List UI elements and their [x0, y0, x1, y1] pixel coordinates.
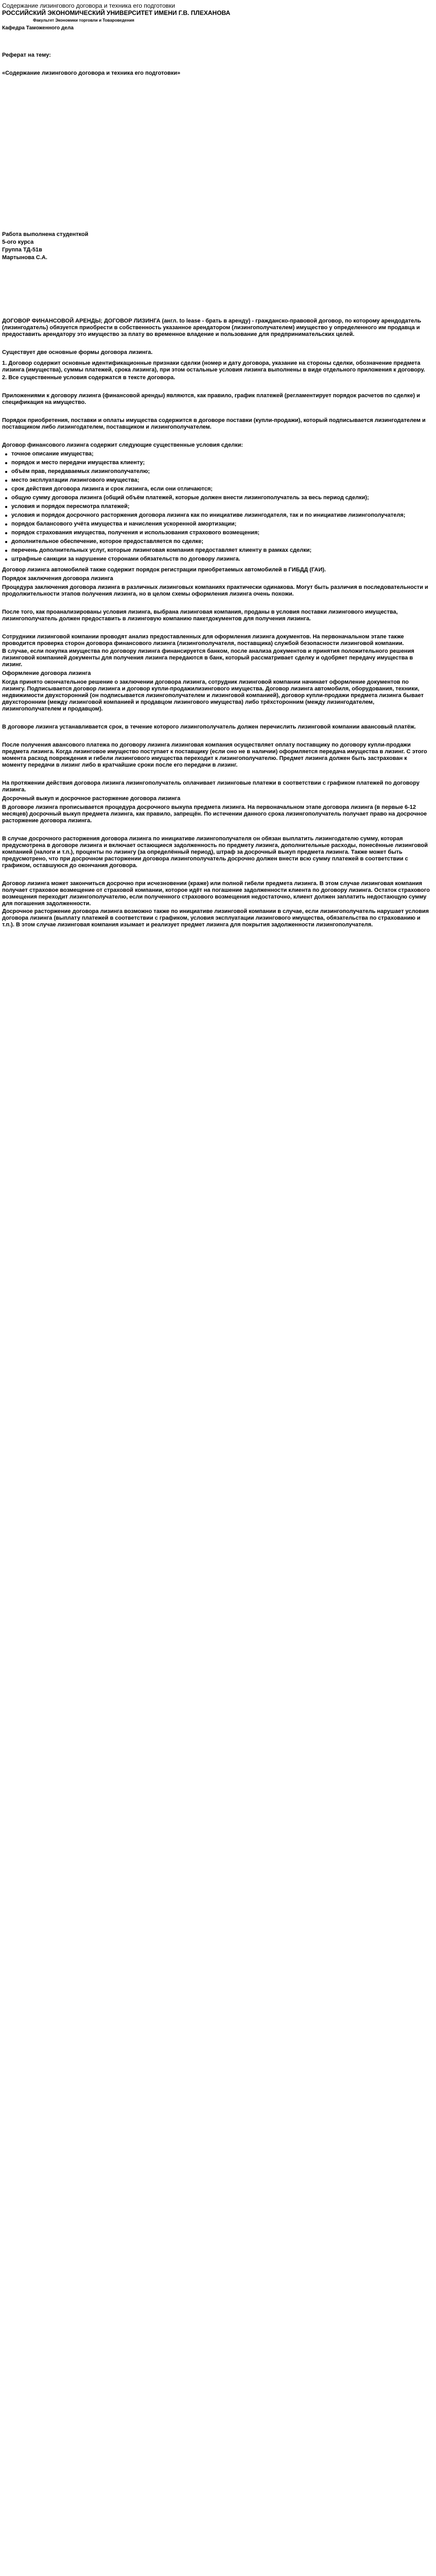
list-item: место эксплуатации лизингового имущества; — [2, 477, 430, 484]
list-item: точное описание имущества; — [2, 451, 430, 457]
list-item: срок действия договора лизинга и срок лизинга, если они отличаются; — [2, 486, 430, 493]
procedure-heading: Порядок заключения договора лизинга — [2, 575, 113, 582]
conditions-intro: Договор финансового лизинга содержит следующие существенные условия сделки: — [2, 442, 243, 448]
procedure-paragraph: Процедура заключения договора лизинга в различных лизинговых компаниях практически одинакова. Могут быть различия в последовательности и продолжительности этапов получения лизинга, но в целом схемы оформления лизинга очень похожи. — [2, 584, 428, 597]
oformlenie-heading: Оформление договора лизинга — [2, 670, 91, 676]
after-choice-paragraph: После того, как проанализированы условия лизинга, выбрана лизинговая компания, проданы в условия поставки лизингового имущества, лизингополучатель должен предоставить в лизинговую компанию пакетдокументов для получения лизинга. — [2, 609, 398, 622]
list-item: условия и порядок досрочного расторжения договора лизинга как по инициативе лизингодателя, так и по инициативе лизингополучателя; — [2, 512, 430, 519]
list-item: порядок и место передачи имущества клиенту; — [2, 460, 430, 466]
two-types-paragraph: Существует две основные формы договора лизинга. — [2, 349, 153, 355]
list-item: объём прав, передаваемых лизингополучателю; — [2, 468, 430, 475]
intro-paragraph: ДОГОВОР ФИНАНСОВОЙ АРЕНДЫ; ДОГОВОР ЛИЗИНГА (англ. to lease - брать в аренду) - гражданско-правовой договор, по которому арендодатель (лизингодатель) обязуется приобрести в собственность указанное арендатором (лизингополучателем) имущество у определенного им продавца и предоставить арендатору это имущество за плату во временное владение и пользование для предпринимательских целей. — [2, 318, 422, 337]
faculty-name: Факультет Экономики торговли и Товароведения — [33, 18, 134, 23]
referat-topic: «Содержание лизингового договора и техника его подготовки» — [2, 70, 181, 76]
early-paragraph: В договоре лизинга прописывается процедура досрочного выкупа предмета лизинга. На первоначальном этапе договора лизинга (в первые 6-12 месяцев) досрочный выкуп предмета лизинга, как правило, запрещён. По истечении данного срока лизингополучатель получает право на досрочное расторжение договора лизинга. — [2, 804, 427, 824]
oformlenie-paragraph: Когда принято окончательное решение о заключении договора лизинга, сотрудник лизинговой компании начинает оформление документов по лизингу. Подписывается договор лизинга и договор купли-продажилизингового имущества. Договор лизинга автомобиля, оборудования, техники, недвижимости двухсторонний (он подписывается лизингополучателем и лизинговой компанией), договор купли-продажи предмета лизинга бывает двухсторонним (между лизинговой компанией и продавцом лизингового имущества) либо трёхсторонним (между лизингодателем, лизингополучателем и продавцом). — [2, 679, 424, 712]
list-item: условия и порядок пересмотра платежей; — [2, 503, 430, 510]
list-item: перечень дополнительных услуг, которые лизинговая компания предоставляет клиенту в рамках сделки; — [2, 547, 430, 554]
auto-paragraph: Договор лизинга автомобилей также содержит порядок регистрации приобретаемых автомобилей в ГИБДД (ГАИ). — [2, 567, 326, 573]
list-item: порядок страхования имущества, получения и использования страхового возмещения; — [2, 530, 430, 536]
end-paragraph: Договор лизинга может закончиться досрочно при исчезновении (краже) или полной гибели предмета лизинга. В этом случае лизинговая компания получает страховое возмещение от страховой компании, которое идёт на погашение задолженности клиента по договору лизинга. Остаток страхового возмещения переходит лизингополучателю, если полученного страхового возмещения недостаточно, клиент должен заплатить недостающую сумму для погашения задолженности. — [2, 880, 430, 907]
termination-paragraph: В случае досрочного расторжения договора лизинга по инициативе лизингополучателя он обязан выплатить лизингодателю сумму, которая предусмотрена в договоре лизинга и включает остающиеся задолженность по предмету лизинга, дополнительные расходы, понесённые лизинговой компанией (налоги и т.п.), проценты по лизингу (за определённый период), штраф за досрочный выкуп предмета лизинга. Также может быть предусмотрено, что при досрочном расторжении договора лизингополучатель досрочно должен внести всю сумму платежей в соответствии с графиком, оставшуюся до окончания договора. — [2, 836, 428, 869]
type-2-paragraph: 2. Все существенные условия содержатся в тексте договора. — [2, 375, 176, 381]
early-heading: Досрочный выкуп и досрочное расторжение договора лизинга — [2, 795, 181, 802]
university-name: РОССИЙСКИЙ ЭКОНОМИЧЕСКИЙ УНИВЕРСИТЕТ ИМЕНИ Г.В. ПЛЕХАНОВА — [2, 9, 231, 16]
author-block — [2, 231, 430, 261]
page-title: Содержание лизингового договора и техника его подготовки — [2, 2, 176, 9]
document-page — [0, 0, 432, 928]
banks-paragraph: В случае, если покупка имущества по договору лизинга финансируется банком, после анализа документов и принятия положительного решения лизинговой компанией документы для получения лизинга передаются в банк, который рассматривает сделку и одобряет передачу имущества в лизинг. — [2, 648, 414, 668]
list-item: дополнительное обеспечение, которое предоставляется по сделке; — [2, 538, 430, 545]
author-line-2: 5-ого курса — [2, 239, 34, 245]
analysis-paragraph: Сотрудники лизинговой компании проводят анализ предоставленных для оформления лизинга документов. На первоначальном этапе также проводится проверка сторон договора финансового лизинга (лизингополучателя, поставщика) службой безопасности лизинговой компании. — [2, 634, 404, 647]
kafedra-name: Кафедра Таможенного дела — [2, 25, 74, 31]
author-line-4: Мартынова С.А. — [2, 255, 47, 261]
advance-paragraph: В договоре лизинга устанавливается срок, в течение которого лизингополучатель должен перечислить лизинговой компании авансовый платёж. — [2, 724, 416, 730]
list-item: порядок балансового учёта имущества и начисления ускоренной амортизации; — [2, 521, 430, 528]
appendices-paragraph: Приложениями к договору лизинга (финансовой аренды) являются, как правило, график платежей (регламентирует порядок расчетов по сделке) и спецификация на имущество. — [2, 393, 420, 405]
author-line-1: Работа выполнена студенткой — [2, 231, 89, 238]
payments-paragraph: На протяжении действия договора лизинга лизингополучатель оплачивает лизинговые платежи в соответствии с графиком платежей по договору лизинга. — [2, 780, 420, 793]
end-2-paragraph: Досрочное расторжение договора лизинга возможно также по инициативе лизинговой компании в случае, если лизингополучатель нарушает условия договора лизинга (выплату платежей в соответствии с графиком, условия эксплуатации лизингового имущества, обязательства по страхованию и т.п.). В этом случае лизинговая компания изымает и реализует предмет лизинга для покрытия задолженности лизингополучателя. — [2, 908, 429, 928]
list-item: штрафные санкции за нарушение сторонами обязательств по договору лизинга. — [2, 556, 430, 563]
order-paragraph: Порядок приобретения, поставки и оплаты имущества содержится в договоре поставки (купли-продажи), который подписывается лизингодателем и поставщиком либо лизингодателем, поставщиком и лизингополучателем. — [2, 417, 426, 430]
list-item: общую сумму договора лизинга (общий объём платежей, которые должен внести лизингополучатель за весь период сделки); — [2, 495, 430, 501]
after-advance-paragraph: После получения авансового платежа по договору лизинга лизинговая компания осуществляет оплату поставщику по договору купли-продажи предмета лизинга. Когда лизинговое имущество поступает к поставщику (если оно не в наличии) оформляется передача имущества в лизинг. С этого момента расход повреждения и гибели лизингового имущества переходит к лизингополучателю. Предмет лизинга должен быть застрахован к моменту передачи в лизинг либо в кратчайшие сроки после его передачи в лизинг. — [2, 742, 427, 768]
referat-label: Реферат на тему: — [2, 52, 51, 58]
author-line-3: Группа ТД-51в — [2, 247, 42, 253]
conditions-list — [2, 451, 430, 563]
type-1-paragraph: 1. Договор содержит основные идентификационные признаки сделки (номер и дату договора, указание на стороны сделки, обозначение предмета лизинга (имущества), суммы платежей, срока лизинга), при этом остальные условия лизинга выполнены в виде отдельного приложения к договору. — [2, 360, 425, 373]
